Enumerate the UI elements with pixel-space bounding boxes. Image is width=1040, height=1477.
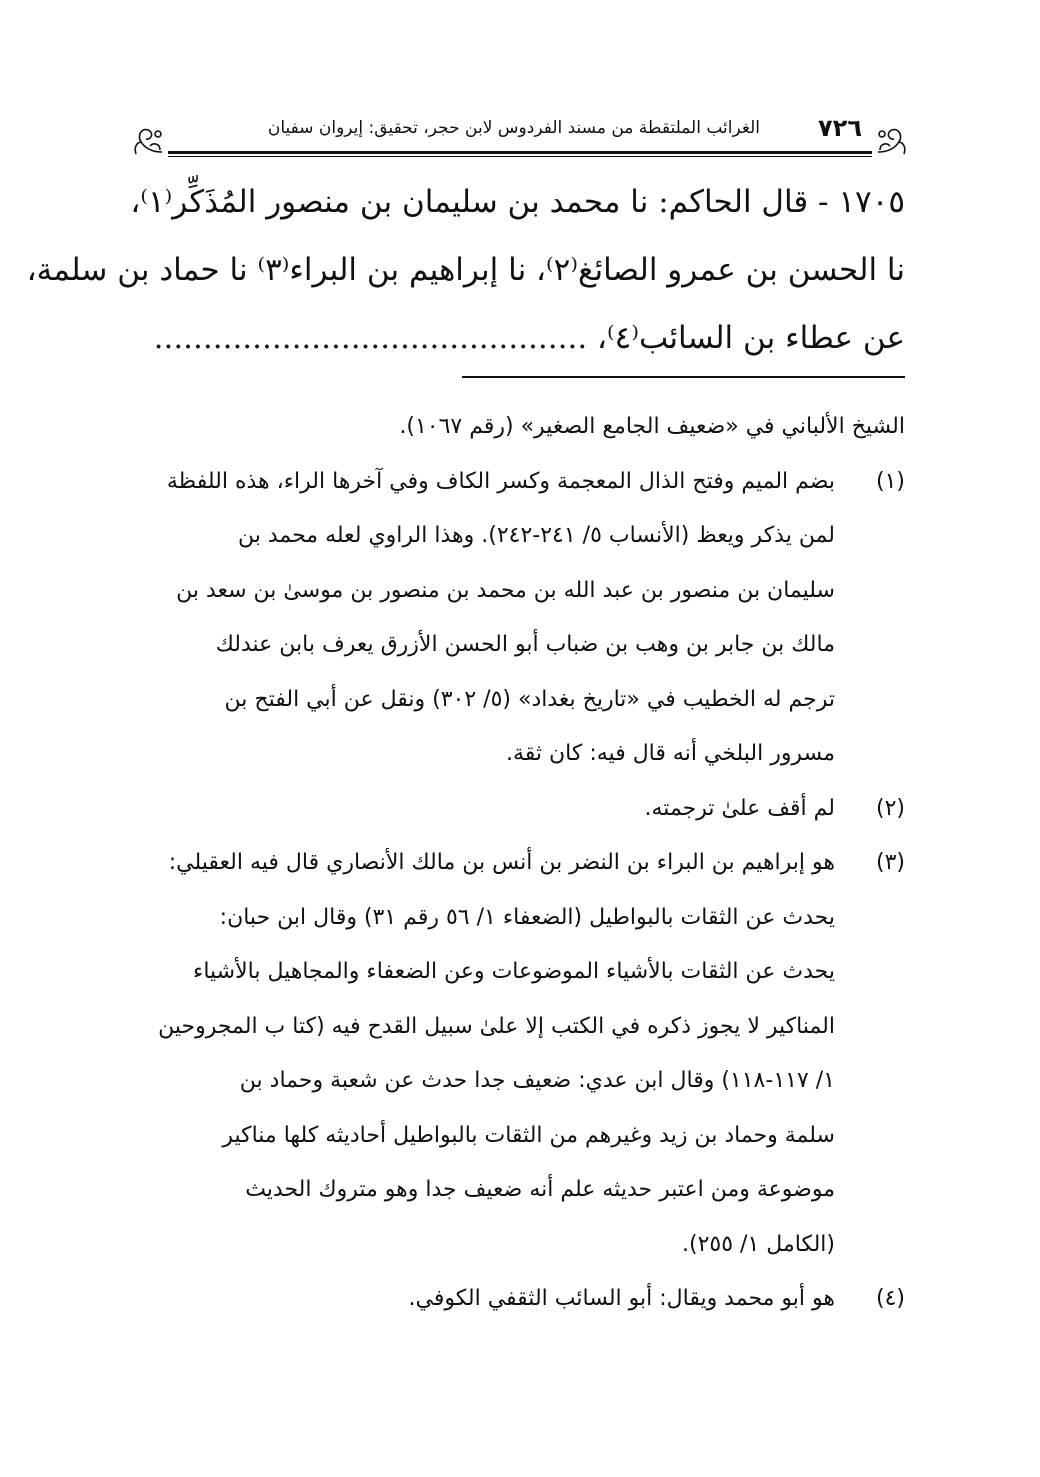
footnotes: [130, 400, 905, 1327]
hadith-text: [26, 168, 905, 372]
footnote-line: مسرور البلخي أنه قال فيه: كان ثقة.: [505, 741, 835, 766]
header-rule-thin: [168, 156, 872, 157]
footnote-line: ١/ ١١٧-١١٨) وقال ابن عدي: ضعيف جدا حدث عن شعبة وحماد بن: [239, 1068, 835, 1093]
footnote-line: (الكامل ١/ ٢٥٥).: [682, 1231, 835, 1257]
ornament-left-icon: [130, 124, 166, 158]
footnote-line: موضوعة ومن اعتبر حديثه علم أنه ضعيف جدا وهو متروك الحديث: [245, 1177, 835, 1202]
footnote-line: يحدث عن الثقات بالأشياء الموضوعات وعن الضعفاء والمجاهيل بالأشياء: [192, 959, 835, 984]
hadith-line-2: نا الحسن بن عمرو الصائغ⁽٢⁾، نا إبراهيم بن البراء⁽٣⁾ نا حماد بن سلمة،: [26, 252, 905, 288]
footnote-line: بضم الميم وفتح الذال المعجمة وكسر الكاف وفي آخرها الراء، هذه اللفظة: [166, 468, 835, 494]
footnote-3: [130, 836, 905, 1272]
footnote-line: سلمة وحماد بن زيد وغيرهم من الثقات بالبواطيل أحاديثه كلها مناكير: [222, 1122, 835, 1148]
footnote-line: المناكير لا يجوز ذكره في الكتب إلا علىٰ سبيل القدح فيه (كتا ب المجروحين: [158, 1013, 835, 1039]
hadith-line-1: ١٧٠٥ - قال الحاكم: نا محمد بن سليمان بن منصور المُذَكِّر⁽١⁾،: [130, 184, 905, 220]
footnote-number: (١): [875, 468, 905, 494]
footnote-4: [130, 1272, 905, 1327]
footnote-continuation: الشيخ الألباني في «ضعيف الجامع الصغير» (رقم ١٠٦٧).: [399, 414, 905, 439]
footnote-number: (٤): [875, 1286, 905, 1311]
footnote-line: هو إبراهيم بن البراء بن النضر بن أنس بن مالك الأنصاري قال فيه العقيلي:: [168, 850, 835, 875]
footnote-line: يحدث عن الثقات بالبواطيل (الضعفاء ١/ ٥٦ رقم ٣١) وقال ابن حبان:: [219, 904, 835, 930]
footnote-line: سليمان بن منصور بن عبد الله بن محمد بن منصور بن موسىٰ بن سعد بن: [176, 577, 835, 603]
footnote-number: (٣): [875, 850, 905, 875]
footnote-number: (٢): [875, 795, 905, 821]
ornament-right-icon: [874, 124, 910, 158]
page-number: ٧٢٦: [818, 114, 862, 142]
footnote-line: لمن يذكر ويعظ (الأنساب ٥/ ٢٤١-٢٤٢). وهذا الراوي لعله محمد بن: [237, 523, 835, 548]
footnote-1: [130, 455, 905, 782]
footnote-separator: [462, 376, 905, 378]
footnote-line: لم أقف علىٰ ترجمته.: [644, 795, 835, 821]
footnote-2: [130, 782, 905, 837]
hadith-line-3: عن عطاء بن السائب⁽٤⁾، ............................................: [153, 320, 905, 356]
header-title: الغرائب الملتقطة من مسند الفردوس لابن حجر، تحقيق: إيروان سفيان: [267, 118, 760, 138]
footnote-line: هو أبو محمد ويقال: أبو السائب الثقفي الكوفي.: [408, 1286, 835, 1311]
running-header: [130, 112, 910, 158]
footnote-line: مالك بن جابر بن وهب بن ضباب أبو الحسن الأزرق يعرف بابن عندلك: [215, 632, 835, 657]
footnote-line: ترجم له الخطيب في «تاريخ بغداد» (٥/ ٣٠٢) ونقل عن أبي الفتح بن: [224, 686, 835, 712]
header-rule: [168, 151, 872, 154]
